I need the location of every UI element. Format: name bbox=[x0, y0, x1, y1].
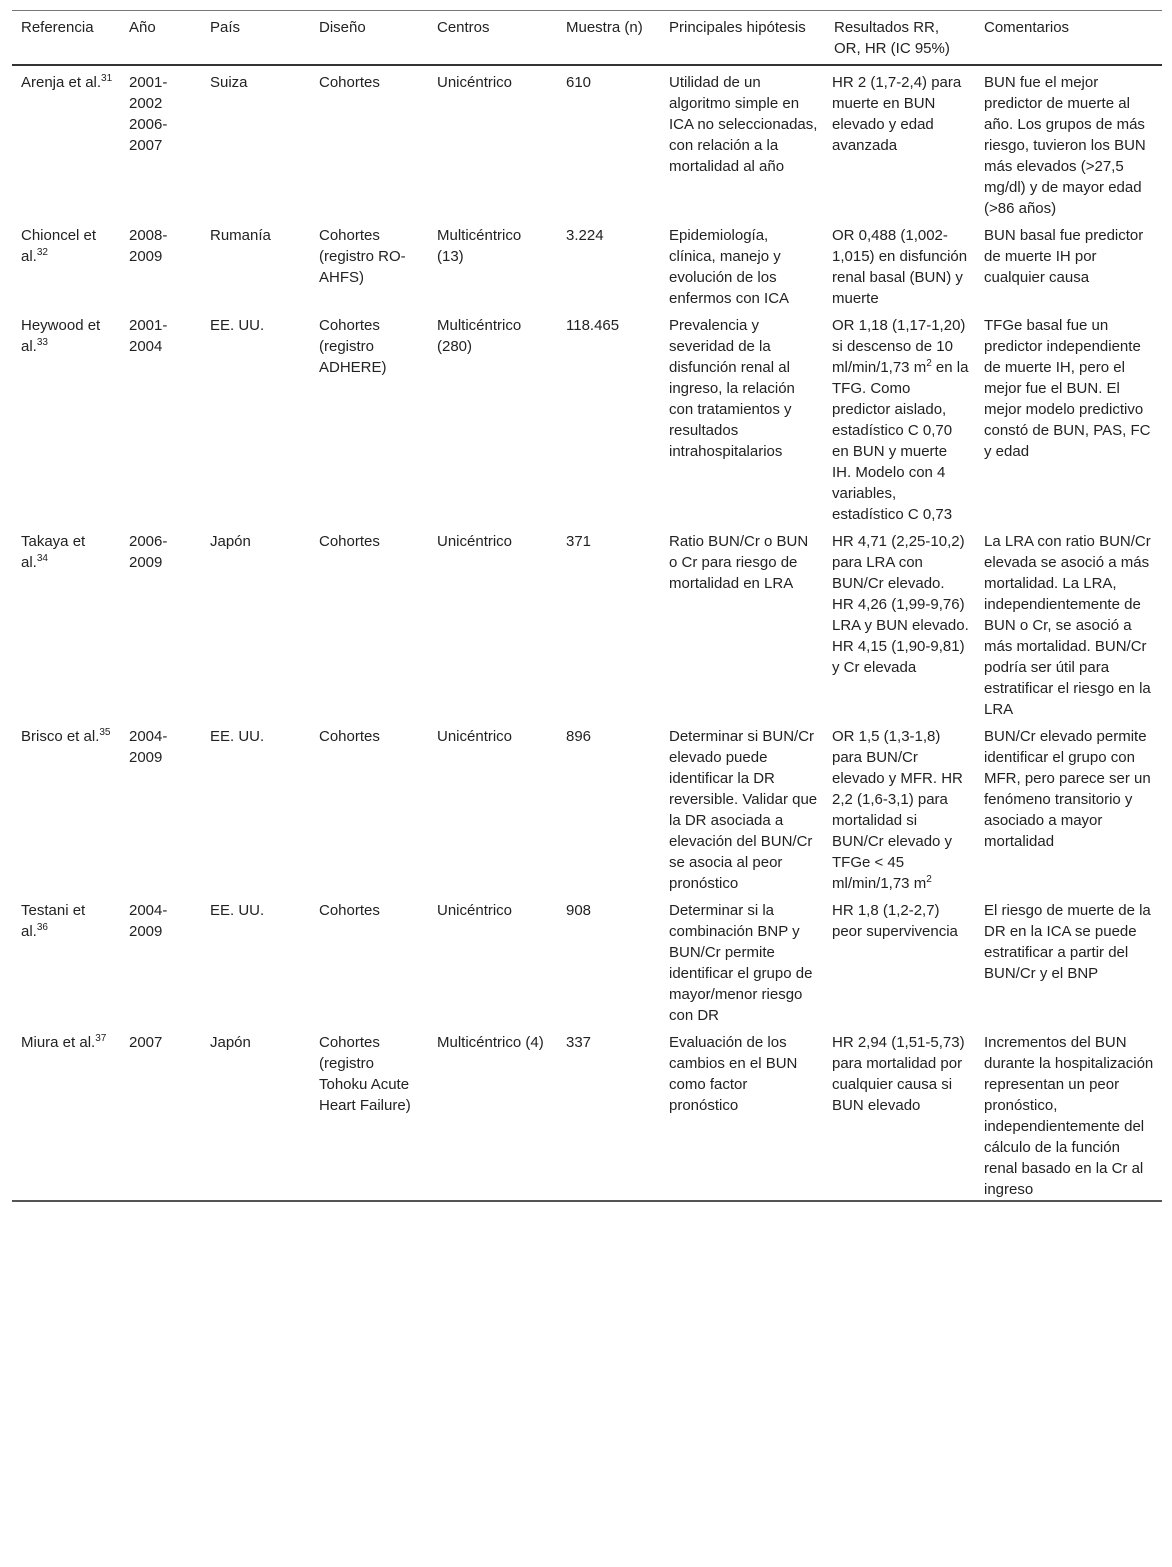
cell-diseno: Cohortes bbox=[319, 902, 380, 919]
cell-diseno: Cohortes (registro RO-AHFS) bbox=[319, 227, 406, 286]
table-row bbox=[12, 894, 1162, 1026]
ref-text: Arenja et al. bbox=[21, 74, 102, 91]
cell-hipotesis: Prevalencia y severidad de la disfunción renal al ingreso, la relación con tratamientos y resultados intrahospitalarios bbox=[669, 317, 795, 460]
ref-text: Testani et al. bbox=[21, 902, 86, 940]
header-resultados: Resultados RR, OR, HR (IC 95%) bbox=[834, 19, 950, 57]
res-text: OR 1,18 (1,17-1,20) si descenso de 10 ml/min/1,73 m bbox=[832, 317, 966, 376]
ref-text: Brisco et al. bbox=[21, 728, 100, 745]
cell-centros: Multicéntrico (280) bbox=[437, 317, 522, 355]
header-diseno: Diseño bbox=[319, 19, 366, 36]
cell-referencia bbox=[12, 219, 120, 309]
cell-hipotesis: Ratio BUN/Cr o BUN o Cr para riesgo de mortalidad en LRA bbox=[669, 533, 809, 592]
cell-diseno: Cohortes bbox=[319, 728, 380, 745]
table-row bbox=[12, 219, 1162, 309]
cell-diseno: Cohortes bbox=[319, 74, 380, 91]
cell-referencia bbox=[12, 894, 120, 1026]
cell-muestra: 3.224 bbox=[566, 227, 604, 244]
cell-muestra: 908 bbox=[566, 902, 592, 919]
cell-centros: Unicéntrico bbox=[437, 728, 513, 745]
ref-text: Miura et al. bbox=[21, 1034, 96, 1051]
cell-ano: 2004-2009 bbox=[129, 902, 168, 940]
cell-centros: Unicéntrico bbox=[437, 902, 513, 919]
cell-centros: Unicéntrico bbox=[437, 533, 513, 550]
ref-text: Takaya et al. bbox=[21, 533, 86, 571]
table-row bbox=[12, 309, 1162, 525]
cell-pais: EE. UU. bbox=[210, 317, 265, 334]
table-body bbox=[12, 65, 1162, 1201]
cell-ano: 2006-2009 bbox=[129, 533, 168, 571]
cell-comentarios: BUN/Cr elevado permite identificar el grupo con MFR, pero parece ser un fenómeno transitorio y asociado a mayor mortalidad bbox=[984, 728, 1151, 850]
cell-resultados: HR 2 (1,7-2,4) para muerte en BUN elevado y edad avanzada bbox=[832, 74, 962, 154]
table-header bbox=[12, 11, 1162, 66]
cell-ano: 2001-2002 2006-2007 bbox=[129, 74, 168, 154]
studies-table bbox=[12, 10, 1162, 1202]
cell-referencia bbox=[12, 525, 120, 720]
cell-hipotesis: Epidemiología, clínica, manejo y evolución de los enfermos con ICA bbox=[669, 227, 790, 307]
cell-muestra: 118.465 bbox=[566, 317, 620, 334]
header-ano: Año bbox=[129, 19, 156, 36]
cell-centros: Multicéntrico (4) bbox=[437, 1034, 544, 1051]
header-comentarios: Comentarios bbox=[984, 19, 1070, 36]
cell-muestra: 610 bbox=[566, 74, 592, 91]
ref-text: Heywood et al. bbox=[21, 317, 101, 355]
header-centros: Centros bbox=[437, 19, 490, 36]
table-row bbox=[12, 65, 1162, 219]
cell-hipotesis: Evaluación de los cambios en el BUN como factor pronóstico bbox=[669, 1034, 798, 1114]
cell-referencia bbox=[12, 65, 120, 219]
cell-hipotesis: Determinar si BUN/Cr elevado puede identificar la DR reversible. Validar que la DR asociada a elevación del BUN/Cr se asocia al peor pronóstico bbox=[669, 728, 818, 892]
header-pais: País bbox=[210, 19, 241, 36]
cell-diseno: Cohortes bbox=[319, 533, 380, 550]
ref-number: 36 bbox=[36, 922, 48, 933]
ref-text: Chioncel et al. bbox=[21, 227, 97, 265]
cell-pais: Japón bbox=[210, 1034, 251, 1051]
cell-pais: EE. UU. bbox=[210, 728, 265, 745]
header-referencia: Referencia bbox=[21, 19, 94, 36]
cell-resultados bbox=[825, 720, 975, 894]
cell-ano: 2001-2004 bbox=[129, 317, 168, 355]
cell-resultados: HR 1,8 (1,2-2,7) peor supervivencia bbox=[832, 902, 958, 940]
cell-pais: Japón bbox=[210, 533, 251, 550]
cell-muestra: 896 bbox=[566, 728, 592, 745]
cell-referencia bbox=[12, 1026, 120, 1201]
cell-ano: 2008-2009 bbox=[129, 227, 168, 265]
cell-muestra: 337 bbox=[566, 1034, 592, 1051]
ref-number: 31 bbox=[101, 73, 113, 84]
cell-resultados bbox=[825, 309, 975, 525]
table-row bbox=[12, 1026, 1162, 1201]
cell-comentarios: BUN basal fue predictor de muerte IH por cualquier causa bbox=[984, 227, 1144, 286]
ref-number: 33 bbox=[36, 337, 48, 348]
table-row bbox=[12, 525, 1162, 720]
cell-hipotesis: Determinar si la combinación BNP y BUN/Cr permite identificar el grupo de mayor/menor riesgo con DR bbox=[669, 902, 813, 1024]
res-text: OR 1,5 (1,3-1,8) para BUN/Cr elevado y MFR. HR 2,2 (1,6-3,1) para mortalidad si BUN/Cr elevado y TFGe < 45 ml/min/1,73 m bbox=[832, 728, 963, 892]
ref-number: 32 bbox=[36, 247, 48, 258]
cell-centros: Multicéntrico (13) bbox=[437, 227, 522, 265]
cell-diseno: Cohortes (registro Tohoku Acute Heart Failure) bbox=[319, 1034, 411, 1114]
header-hipotesis: Principales hipótesis bbox=[669, 19, 806, 36]
res-text-cont: en la TFG. Como predictor aislado, estadístico C 0,70 en BUN y muerte IH. Modelo con 4 variables, estadístico C 0,73 bbox=[832, 359, 969, 523]
ref-number: 34 bbox=[36, 553, 48, 564]
table-row bbox=[12, 720, 1162, 894]
cell-referencia bbox=[12, 720, 120, 894]
cell-centros: Unicéntrico bbox=[437, 74, 513, 91]
cell-pais: EE. UU. bbox=[210, 902, 265, 919]
header-muestra: Muestra (n) bbox=[566, 19, 643, 36]
cell-comentarios: Incrementos del BUN durante la hospitalización representan un peor pronóstico, independientemente del cálculo de la función renal basado en la Cr al ingreso bbox=[984, 1034, 1154, 1198]
cell-comentarios: El riesgo de muerte de la DR en la ICA se puede estratificar a partir del BUN/Cr y el BNP bbox=[984, 902, 1151, 982]
cell-comentarios: TFGe basal fue un predictor independiente de muerte IH, pero el mejor fue el BUN. El mejor modelo predictivo constó de BUN, PAS, FC y edad bbox=[984, 317, 1151, 460]
cell-diseno: Cohortes (registro ADHERE) bbox=[319, 317, 387, 376]
ref-number: 37 bbox=[95, 1033, 107, 1044]
cell-muestra: 371 bbox=[566, 533, 592, 550]
cell-resultados: HR 4,71 (2,25-10,2) para LRA con BUN/Cr elevado. HR 4,26 (1,99-9,76) LRA y BUN elevado. HR 4,15 (1,90-9,81) y Cr elevada bbox=[832, 533, 969, 676]
cell-comentarios: BUN fue el mejor predictor de muerte al año. Los grupos de más riesgo, tuvieron los BUN más elevados (>27,5 mg/dl) y de mayor edad (>86 años) bbox=[984, 74, 1146, 217]
cell-comentarios: La LRA con ratio BUN/Cr elevada se asoció a más mortalidad. La LRA, independientemente de BUN o Cr, se asoció a más mortalidad. BUN/Cr podría ser útil para estratificar el riesgo en la LRA bbox=[984, 533, 1151, 718]
res-superscript: 2 bbox=[926, 874, 932, 885]
res-superscript: 2 bbox=[926, 358, 932, 369]
cell-ano: 2004-2009 bbox=[129, 728, 168, 766]
cell-pais: Suiza bbox=[210, 74, 248, 91]
cell-pais: Rumanía bbox=[210, 227, 271, 244]
cell-referencia bbox=[12, 309, 120, 525]
cell-hipotesis: Utilidad de un algoritmo simple en ICA no seleccionadas, con relación a la mortalidad al año bbox=[669, 74, 818, 175]
cell-ano: 2007 bbox=[129, 1034, 163, 1051]
header-row bbox=[12, 11, 1162, 66]
ref-number: 35 bbox=[99, 727, 111, 738]
cell-resultados: OR 0,488 (1,002-1,015) en disfunción renal basal (BUN) y muerte bbox=[832, 227, 968, 307]
cell-resultados: HR 2,94 (1,51-5,73) para mortalidad por cualquier causa si BUN elevado bbox=[832, 1034, 965, 1114]
